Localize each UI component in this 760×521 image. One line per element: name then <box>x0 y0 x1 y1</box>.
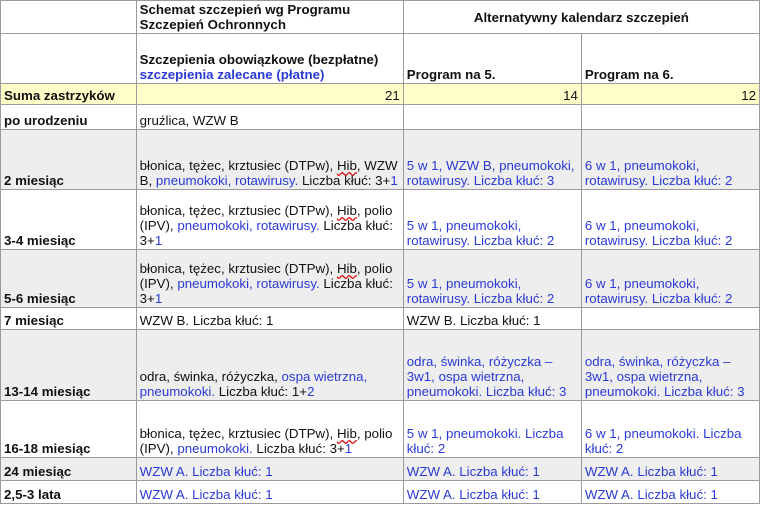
program-5-cell: 5 w 1, pneumokoki. Liczba kłuć: 2 <box>403 401 581 458</box>
program-6-cell: 6 w 1, pneumokoki, rotawirusy. Liczba kłuć: 2 <box>581 190 759 250</box>
program-6-cell <box>581 308 759 330</box>
summary-pso: 21 <box>136 84 403 105</box>
program-6-title: Program na 6. <box>581 34 759 84</box>
summary-row <box>1 84 760 105</box>
program-5-cell: WZW B. Liczba kłuć: 1 <box>403 308 581 330</box>
age-cell: 13-14 miesiąc <box>1 330 137 401</box>
pso-column-title: Schemat szczepień wg Programu Szczepień Ochronnych <box>136 1 403 34</box>
pso-recommended-text: pneumokoki, rotawirusy. <box>177 218 320 233</box>
pso-text: odra, świnka, różyczka, <box>139 369 282 384</box>
program-5-cell: WZW A. Liczba kłuć: 1 <box>403 458 581 481</box>
pso-count-text: Liczba kłuć: 3+ <box>252 441 345 456</box>
pso-count-text: Liczba kłuć: 1+ <box>215 384 308 399</box>
summary-program-6: 12 <box>581 84 759 105</box>
corner-cell-2 <box>1 34 137 84</box>
pso-recommended-text: pneumokoki. <box>177 441 253 456</box>
program-5-cell: 5 w 1, pneumokoki, rotawirusy. Liczba kłuć: 2 <box>403 250 581 308</box>
program-6-cell: WZW A. Liczba kłuć: 1 <box>581 481 759 504</box>
pso-cell <box>136 330 403 401</box>
pso-text: błonica, tężec, krztusiec (DTPw), <box>139 426 337 441</box>
program-6-cell: 6 w 1, pneumokoki, rotawirusy. Liczba kłuć: 2 <box>581 250 759 308</box>
program-5-cell: WZW A. Liczba kłuć: 1 <box>403 481 581 504</box>
pso-text: , polio (IPV), <box>139 261 393 291</box>
pso-cell <box>136 190 403 250</box>
age-cell: 2,5-3 lata <box>1 481 137 504</box>
pso-count-extra: 1 <box>154 233 163 248</box>
program-6-cell: WZW A. Liczba kłuć: 1 <box>581 458 759 481</box>
mandatory-label: Szczepienia obowiązkowe (bezpłatne) <box>139 52 379 67</box>
pso-cell <box>136 401 403 458</box>
header-row-titles <box>1 1 760 34</box>
pso-cell: WZW B. Liczba kłuć: 1 <box>136 308 403 330</box>
pso-count-text: Liczba kłuć: 3+ <box>298 173 391 188</box>
age-cell: 16-18 miesiąc <box>1 401 137 458</box>
pso-cell <box>136 130 403 190</box>
pso-cell: WZW A. Liczba kłuć: 1 <box>136 458 403 481</box>
age-cell: 7 miesiąc <box>1 308 137 330</box>
table-row <box>1 190 760 250</box>
table-row <box>1 130 760 190</box>
age-cell: 24 miesiąc <box>1 458 137 481</box>
hib-text: Hib <box>336 261 357 276</box>
hib-text: Hib <box>336 426 357 441</box>
table-row <box>1 481 760 504</box>
program-5-cell <box>403 105 581 130</box>
pso-subtitle-cell <box>136 34 403 84</box>
pso-text: błonica, tężec, krztusiec (DTPw), <box>139 261 337 276</box>
table-row <box>1 330 760 401</box>
pso-count-extra: 1 <box>344 441 353 456</box>
pso-text: , WZW B, <box>139 158 398 188</box>
summary-label: Suma zastrzyków <box>1 84 137 105</box>
hib-text: Hib <box>336 203 357 218</box>
hib-text: Hib <box>336 158 357 173</box>
pso-cell <box>136 250 403 308</box>
age-cell: 2 miesiąc <box>1 130 137 190</box>
pso-text: błonica, tężec, krztusiec (DTPw), <box>139 203 337 218</box>
pso-cell: gruźlica, WZW B <box>136 105 403 130</box>
program-5-title: Program na 5. <box>403 34 581 84</box>
pso-text: , polio (IPV), <box>139 203 393 233</box>
corner-cell <box>1 1 137 34</box>
table-row <box>1 458 760 481</box>
pso-recommended-text: pneumokoki, rotawirusy. <box>177 276 320 291</box>
summary-program-5: 14 <box>403 84 581 105</box>
program-5-cell: odra, świnka, różyczka – 3w1, ospa wietrzna, pneumokoki. Liczba kłuć: 3 <box>403 330 581 401</box>
table-row <box>1 401 760 458</box>
alt-calendar-title: Alternatywny kalendarz szczepień <box>403 1 759 34</box>
table-row <box>1 250 760 308</box>
table-row <box>1 105 760 130</box>
age-cell: 3-4 miesiąc <box>1 190 137 250</box>
header-row-subtitles <box>1 34 760 84</box>
pso-count-extra: 1 <box>390 173 398 188</box>
age-cell: 5-6 miesiąc <box>1 250 137 308</box>
program-5-cell: 5 w 1, pneumokoki, rotawirusy. Liczba kłuć: 2 <box>403 190 581 250</box>
pso-text: błonica, tężec, krztusiec (DTPw), <box>139 158 337 173</box>
program-6-cell: 6 w 1, pneumokoki, rotawirusy. Liczba kłuć: 2 <box>581 130 759 190</box>
pso-text: , polio (IPV), <box>139 426 393 456</box>
table-row <box>1 308 760 330</box>
age-cell: po urodzeniu <box>1 105 137 130</box>
program-6-cell: odra, świnka, różyczka – 3w1, ospa wietrzna, pneumokoki. Liczba kłuć: 3 <box>581 330 759 401</box>
pso-recommended-text: pneumokoki, rotawirusy. <box>155 173 299 188</box>
pso-recommended-text: ospa wietrzna, pneumokoki. <box>139 369 368 399</box>
pso-count-extra: 2 <box>307 384 315 399</box>
program-5-cell: 5 w 1, WZW B, pneumokoki, rotawirusy. Liczba kłuć: 3 <box>403 130 581 190</box>
program-6-cell <box>581 105 759 130</box>
pso-count-text: Liczba kłuć: 3+ <box>139 218 393 248</box>
pso-count-text: Liczba kłuć: 3+ <box>139 276 393 306</box>
pso-cell: WZW A. Liczba kłuć: 1 <box>136 481 403 504</box>
program-6-cell: 6 w 1, pneumokoki. Liczba kłuć: 2 <box>581 401 759 458</box>
recommended-label: szczepienia zalecane (płatne) <box>139 67 325 82</box>
pso-count-extra: 1 <box>154 291 163 306</box>
